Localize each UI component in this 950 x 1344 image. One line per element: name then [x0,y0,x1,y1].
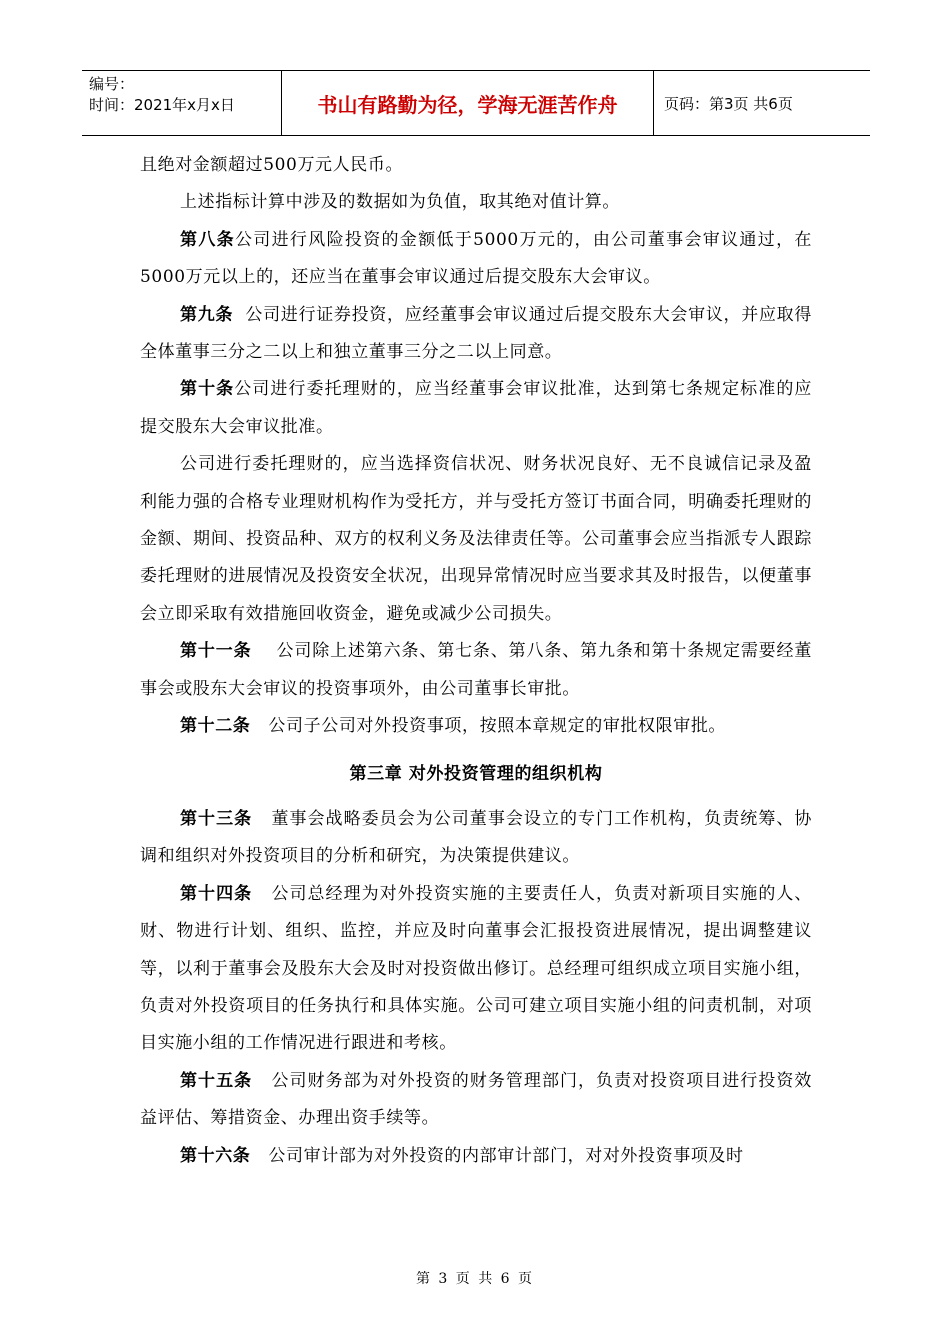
paragraph [140,1063,812,1138]
article-number: 第十一条 [180,641,252,662]
paragraph [140,876,812,1063]
paragraph [140,222,812,297]
page-footer: 第 3 页 共 6 页 [415,1271,535,1287]
header-meta [82,71,282,135]
article-number: 第十四条 [180,883,253,904]
paragraph-text: 公司财务部为对外投资的财务管理部门，负责对投资项目进行投资效益评估、筹措资金、办理出资手续等。 [140,1070,812,1129]
paragraph-text: 董事会战略委员会为公司董事会设立的专门工作机构，负责统筹、协调和组织对外投资项目的分析和研究，为决策提供建议。 [140,808,812,867]
paragraph [140,801,812,876]
article-number: 第十条 [180,379,235,400]
paragraph [140,633,812,708]
paragraph [140,147,812,184]
article-number: 第十三条 [180,808,253,829]
section-articles-1 [140,147,812,746]
document-time-label: 时间：2021年x月x日 [89,96,235,114]
page-header [82,70,870,136]
paragraph [140,708,812,745]
paragraph [140,1138,812,1175]
paragraph-text: 公司子公司对外投资事项，按照本章规定的审批权限审批。 [250,716,727,737]
paragraph-text: 公司进行风险投资的金额低于5000万元的，由公司董事会审议通过，在5000万元以上的，还应当在董事会审议通过后提交股东大会审议。 [140,229,812,288]
paragraph-text: 公司总经理为对外投资实施的主要责任人，负责对新项目实施的人、财、物进行计划、组织、监控，并应及时向董事会汇报投资进展情况，提出调整建议等，以利于董事会及股东大会及时对投资做出修订。总经理可组织成立项目实施小组，负责对外投资项目的任务执行和具体实施。公司可建立项目实施小组的问责机制，对项目实施小组的工作情况进行跟进和考核。 [140,883,812,1054]
paragraph-text: 公司进行委托理财的，应当选择资信状况、财务状况良好、无不良诚信记录及盈利能力强的合格专业理财机构作为受托方，并与受托方签订书面合同，明确委托理财的金额、期间、投资品种、双方的权利义务及法律责任等。公司董事会应当指派专人跟踪委托理财的进展情况及投资安全状况，出现异常情况时应当要求其及时报告，以便董事会立即采取有效措施回收资金，避免或减少公司损失。 [140,454,812,624]
paragraph [140,446,812,633]
paragraph-text: 上述指标计算中涉及的数据如为负值，取其绝对值计算。 [180,192,620,213]
header-page-info: 页码：第3页 共6页 [664,94,793,113]
article-number: 第八条 [180,229,235,250]
section-articles-2 [140,801,812,1175]
paragraph [140,184,812,221]
document-body [140,147,812,1175]
article-number: 第九条 [180,304,234,325]
chapter-title: 第三章 对外投资管理的组织机构 [349,763,603,784]
paragraph-text: 公司进行证券投资，应经董事会审议通过后提交股东大会审议，并应取得全体董事三分之二以上和独立董事三分之二以上同意。 [140,304,812,363]
paragraph [140,371,812,446]
article-number: 第十二条 [180,716,251,737]
paragraph [140,297,812,372]
document-number-label: 编号： [89,75,135,93]
paragraph-text: 公司进行委托理财的，应当经董事会审议批准，达到第七条规定标准的应提交股东大会审议批准。 [140,379,812,437]
paragraph-text: 公司审计部为对外投资的内部审计部门，对对外投资事项及时 [250,1145,744,1166]
paragraph-text: 公司除上述第六条、第七条、第八条、第九条和第十条规定需要经董事会或股东大会审议的投资事项外，由公司董事长审批。 [140,641,812,699]
article-number: 第十六条 [180,1145,251,1166]
article-number: 第十五条 [180,1070,253,1091]
header-motto: 书山有路勤为径，学海无涯苦作舟 [282,71,654,135]
paragraph-text: 且绝对金额超过500万元人民币。 [140,155,404,175]
